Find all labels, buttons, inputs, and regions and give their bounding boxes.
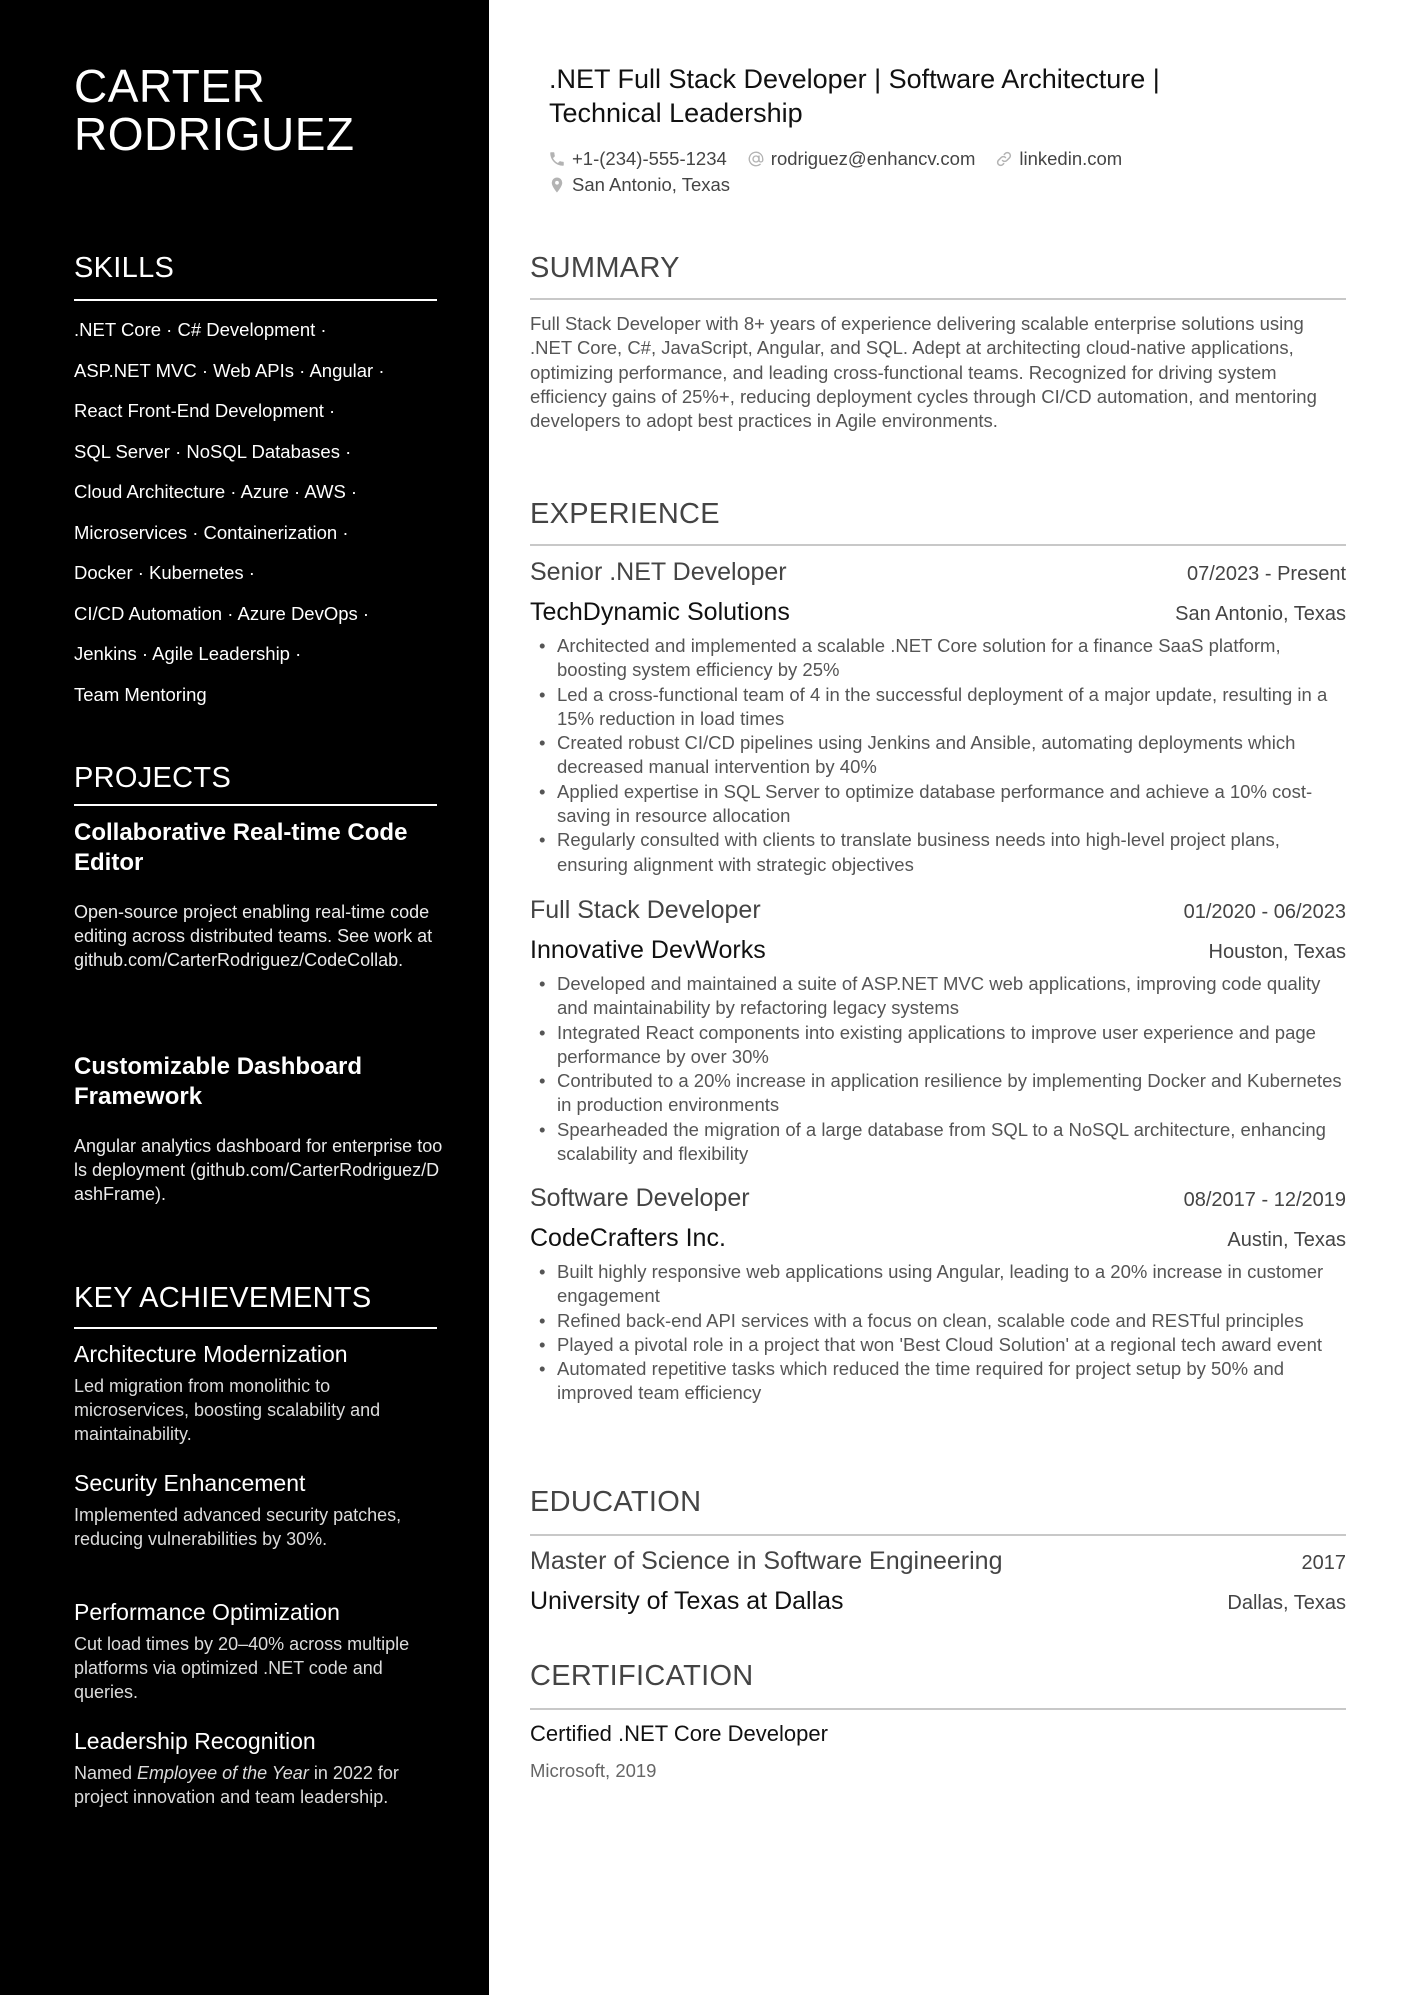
name-first: CARTER [74,60,266,112]
contact-location [548,174,730,196]
job-dates: 07/2023 - Present [1187,563,1346,585]
skill-line: ASP.NET MVC · Web APIs · Angular · [74,359,385,381]
job-bullet: • Played a pivotal role in a project that won 'Best Cloud Solution' at a regional tech award event [530,1333,1346,1357]
job-dates: 08/2017 - 12/2019 [1183,1189,1346,1211]
job-bullet: • Built highly responsive web applications using Angular, leading to a 20% increase in customer engagement [530,1260,1346,1309]
email-at-icon [747,150,765,168]
job-bullet: • Refined back-end API services with a focus on clean, scalable code and RESTful principles [530,1309,1346,1333]
location-pin-icon [548,176,566,194]
summary-divider [530,298,1346,300]
skill-line: React Front-End Development · [74,400,336,421]
project-description: Angular analytics dashboard for enterprise tools deployment (github.com/CarterRodriguez/DashFrame). [74,1136,443,1204]
skills-divider [74,299,437,301]
achievement-description: Cut load times by 20–40% across multiple platforms via optimized .NET code and queries. [74,1634,410,1702]
achievement-item [74,1598,444,1704]
achievement-description: Implemented advanced security patches, reducing vulnerabilities by 30%. [74,1505,402,1549]
link-icon [995,150,1013,168]
project-item [74,1052,444,1206]
email-address: rodriguez@enhancv.com [770,148,976,169]
job-company: TechDynamic Solutions [530,598,790,626]
job-title: Software Developer [530,1184,750,1212]
education-divider [530,1534,1346,1536]
job-location: San Antonio, Texas [1175,603,1346,625]
achievement-item [74,1340,444,1446]
job-entry [530,556,1346,877]
contact-link[interactable] [995,148,1122,170]
skill-line: Docker · Kubernetes · [74,562,255,583]
experience-heading: EXPERIENCE [530,498,720,530]
location-text: San Antonio, Texas [572,174,731,195]
certification-issuer: Microsoft, 2019 [530,1760,657,1781]
skill-line: Team Mentoring [74,683,207,705]
job-bullet: • Regularly consulted with clients to translate business needs into high-level project plans, ensuring alignment with strategic objectives [530,828,1346,877]
skill-line: CI/CD Automation · Azure DevOps · [74,602,370,624]
job-bullet: • Contributed to a 20% increase in application resilience by implementing Docker and Kubernetes in production environments [530,1069,1346,1118]
achievement-emphasis: Employee of the Year [137,1763,309,1783]
job-entry [530,894,1346,1166]
name-last: RODRIGUEZ [74,108,355,160]
certification-heading: CERTIFICATION [530,1660,754,1692]
skill-line: SQL Server · NoSQL Databases · [74,440,352,462]
project-item [74,818,444,972]
job-company: CodeCrafters Inc. [530,1224,726,1252]
sidebar [0,0,489,1995]
linkedin-url: linkedin.com [1019,148,1123,169]
certification-name: Certified .NET Core Developer [530,1721,828,1746]
achievement-description [74,1761,444,1809]
skill-line: .NET Core · C# Development · [74,319,327,340]
graduation-year: 2017 [1301,1552,1346,1574]
job-entry [530,1182,1346,1406]
summary-text: Full Stack Developer with 8+ years of experience delivering scalable enterprise solutions using .NET Core, C#, JavaScript, Angular, and SQL. Adept at architecting cloud-native applications, optimizing performance, and leading cross-functional teams. Recognized for driving system efficiency gains of 25%+, reducing deployment cycles through CI/CD automation, and mentoring developers to adopt best practices in Agile environments. [530,313,1317,432]
phone-icon [548,150,566,168]
job-bullet: • Developed and maintained a suite of ASP.NET MVC web applications, improving code quality and maintainability by refactoring legacy systems [530,972,1346,1021]
job-bullet: • Integrated React components into existing applications to improve user experience and page performance by over 30% [530,1021,1346,1070]
project-title: Customizable Dashboard Framework [74,1053,363,1110]
achievement-title: Architecture Modernization [74,1341,348,1367]
achievement-item [74,1469,444,1551]
education-heading: EDUCATION [530,1486,702,1518]
job-bullets [530,972,1346,1166]
job-title: Full Stack Developer [530,896,761,924]
job-bullet: • Architected and implemented a scalable .NET Core solution for a finance SaaS platform, boosting system efficiency by 25% [530,634,1346,683]
experience-divider [530,544,1346,546]
certification-entry [530,1720,1346,1782]
skill-line: Jenkins · Agile Leadership · [74,643,302,664]
projects-divider [74,804,437,806]
certification-divider [530,1708,1346,1710]
job-bullet: • Automated repetitive tasks which reduced the time required for project setup by 50% and improved team efficiency [530,1357,1346,1406]
education-entry [530,1545,1346,1617]
skill-line: Microservices · Containerization · [74,521,349,543]
skill-line: Cloud Architecture · Azure · AWS · [74,481,358,502]
contact-phone[interactable] [548,148,727,170]
achievement-text: Named [74,1763,138,1783]
project-description: Open-source project enabling real-time code editing across distributed teams. See work at github.com/CarterRodriguez/CodeCollab. [74,902,433,970]
job-bullet: • Applied expertise in SQL Server to optimize database performance and achieve a 10% cost-saving in resource allocation [530,780,1346,829]
degree: Master of Science in Software Engineering [530,1547,1003,1575]
school: University of Texas at Dallas [530,1587,844,1615]
job-bullets [530,634,1346,877]
job-company: Innovative DevWorks [530,936,766,964]
phone-number: +1-(234)-555-1234 [572,148,727,169]
job-location: Austin, Texas [1227,1229,1346,1251]
job-title: Senior .NET Developer [530,558,787,586]
job-location: Houston, Texas [1208,941,1346,963]
achievement-text: in 2022 for project innovation and team leadership. [74,1763,399,1807]
skills-heading: SKILLS [74,252,175,284]
job-bullet: • Led a cross-functional team of 4 in the successful deployment of a major update, resulting in a 15% reduction in load times [530,683,1346,732]
contact-info [548,146,1308,198]
contact-email[interactable] [747,148,976,170]
achievement-item [74,1727,444,1809]
achievement-title: Performance Optimization [74,1599,340,1625]
candidate-name [74,62,355,158]
job-bullet: • Created robust CI/CD pipelines using Jenkins and Ansible, automating deployments which decreased manual intervention by 40% [530,731,1346,780]
skills-list [74,310,454,715]
school-location: Dallas, Texas [1227,1592,1346,1614]
job-bullets [530,1260,1346,1406]
headline: .NET Full Stack Developer | Software Architecture | Technical Leadership [549,64,1160,128]
achievements-divider [74,1327,437,1329]
summary-heading: SUMMARY [530,252,680,284]
projects-heading: PROJECTS [74,762,232,794]
achievement-description: Led migration from monolithic to microservices, boosting scalability and maintainability. [74,1376,381,1444]
achievements-heading: KEY ACHIEVEMENTS [74,1282,372,1314]
job-dates: 01/2020 - 06/2023 [1183,901,1346,923]
achievement-title: Leadership Recognition [74,1728,316,1754]
job-bullet: • Spearheaded the migration of a large database from SQL to a NoSQL architecture, enhancing scalability and flexibility [530,1118,1346,1167]
project-title: Collaborative Real-time Code Editor [74,819,408,876]
achievement-title: Security Enhancement [74,1470,306,1496]
